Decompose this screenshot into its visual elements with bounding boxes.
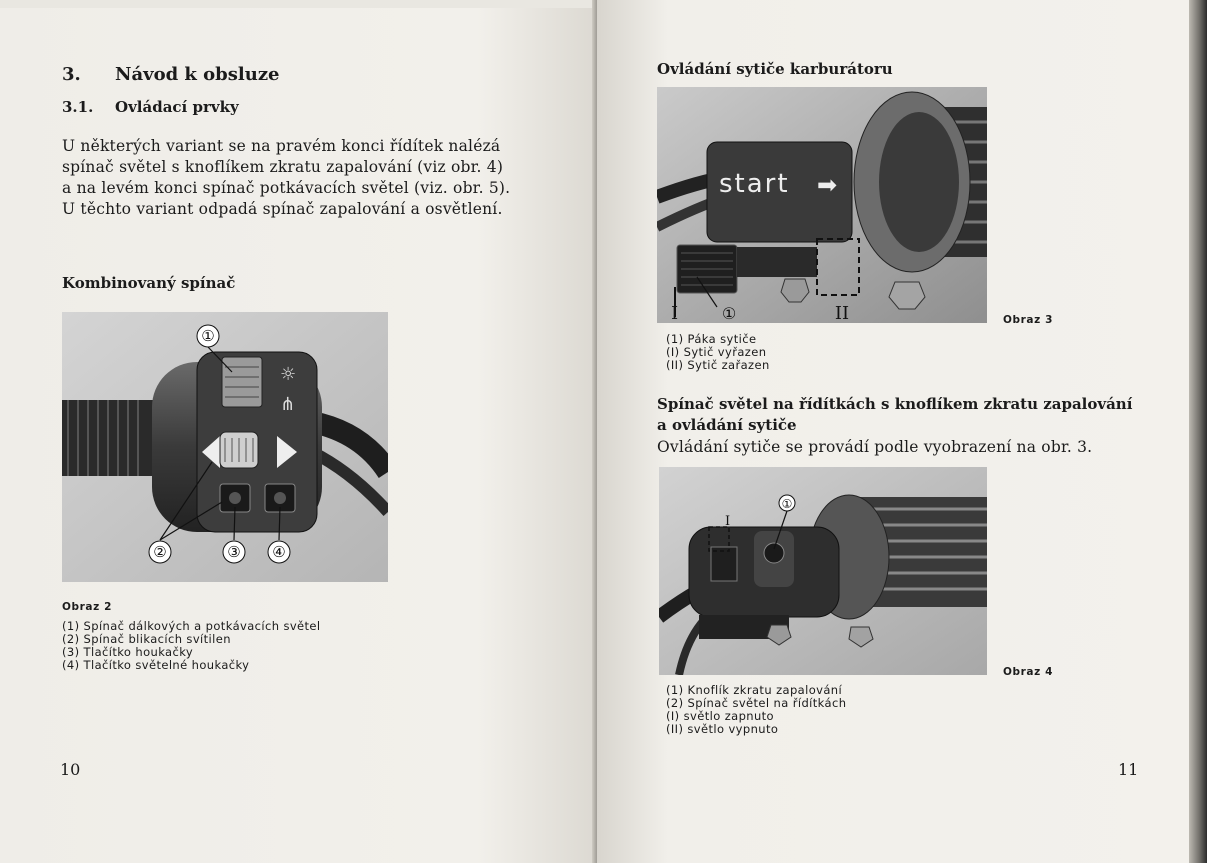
subsection-number: 3.1.	[62, 98, 94, 116]
paragraph-line: U těchto variant odpadá spínač zapalování a osvětlení.	[62, 200, 503, 218]
choke-lever-illustration	[657, 87, 987, 323]
legend-item: (I) Sytič vyřazen	[666, 345, 767, 359]
legend-item: (2) Spínač blikacích svítilen	[62, 632, 231, 646]
mark-1-fig4: ①	[781, 497, 793, 511]
section-title: Návod k obsluze	[115, 64, 280, 85]
legend-item: (3) Tlačítko houkačky	[62, 645, 194, 659]
svg-text:☼: ☼	[280, 364, 297, 385]
legend-item: (II) Sytič zařazen	[666, 358, 770, 372]
page-number-right: 11	[1118, 760, 1139, 779]
legend-item: (1) Knoflík zkratu zapalování	[666, 683, 843, 697]
legend-item: (2) Spínač světel na řídítkách	[666, 696, 847, 710]
paragraph-line: U některých variant se na pravém konci řídítek nalézá	[62, 137, 501, 155]
legend-item: (4) Tlačítko světelné houkačky	[62, 658, 250, 672]
mark-I: I	[671, 303, 679, 323]
choke-instruction: Ovládání sytiče se provádí podle vyobrazení na obr. 3.	[657, 438, 1093, 456]
mark-1: ①	[721, 304, 737, 323]
paragraph-line: a na levém konci spínač potkávacích světel (viz. obr. 5).	[62, 179, 511, 197]
mark-II: II	[834, 303, 850, 323]
legend-item: (1) Spínač dálkových a potkávacích světel	[62, 619, 321, 633]
subsection-title: Ovládací prvky	[115, 98, 239, 116]
legend-item: (I) světlo zapnuto	[666, 709, 774, 723]
combined-switch-photo	[62, 312, 388, 582]
legend-item: (II) světlo vypnuto	[666, 722, 779, 736]
heading-light-switch	[657, 394, 1157, 436]
start-label: start	[719, 169, 790, 199]
figure-4-label: Obraz 4	[1003, 666, 1053, 678]
svg-text:⋔: ⋔	[280, 394, 296, 415]
figure-3-legend	[666, 333, 866, 372]
kill-switch-photo	[659, 467, 987, 675]
callout-3: ③	[227, 543, 241, 561]
paragraph-line: spínač světel s knoflíkem zkratu zapalování (viz obr. 4)	[62, 158, 504, 176]
mark-I-fig4: I	[725, 514, 731, 529]
figure-4-legend	[666, 684, 916, 736]
figure-2-legend	[62, 620, 392, 672]
page-number-left: 10	[60, 760, 81, 779]
page-edge	[1189, 0, 1207, 863]
choke-lever-photo	[657, 87, 987, 323]
heading-line: a ovládání sytiče	[657, 416, 797, 434]
kill-switch-illustration	[659, 467, 987, 675]
combined-switch-illustration	[62, 312, 388, 582]
section-number: 3.	[62, 64, 81, 85]
heading-line: Spínač světel na řídítkách s knoflíkem zkratu zapalování	[657, 395, 1133, 413]
callout-1: ①	[201, 327, 215, 345]
callout-4: ④	[272, 543, 286, 561]
figure-heading-combined-switch: Kombinovaný spínač	[62, 274, 236, 292]
figure-2-label: Obraz 2	[62, 601, 112, 613]
intro-paragraph	[62, 136, 552, 220]
arrow-icon: ➡	[817, 171, 838, 199]
heading-choke-control: Ovládání sytiče karburátoru	[657, 60, 893, 78]
figure-3-label: Obraz 3	[1003, 314, 1053, 326]
legend-item: (1) Páka sytiče	[666, 332, 757, 346]
callout-2: ②	[153, 543, 167, 561]
